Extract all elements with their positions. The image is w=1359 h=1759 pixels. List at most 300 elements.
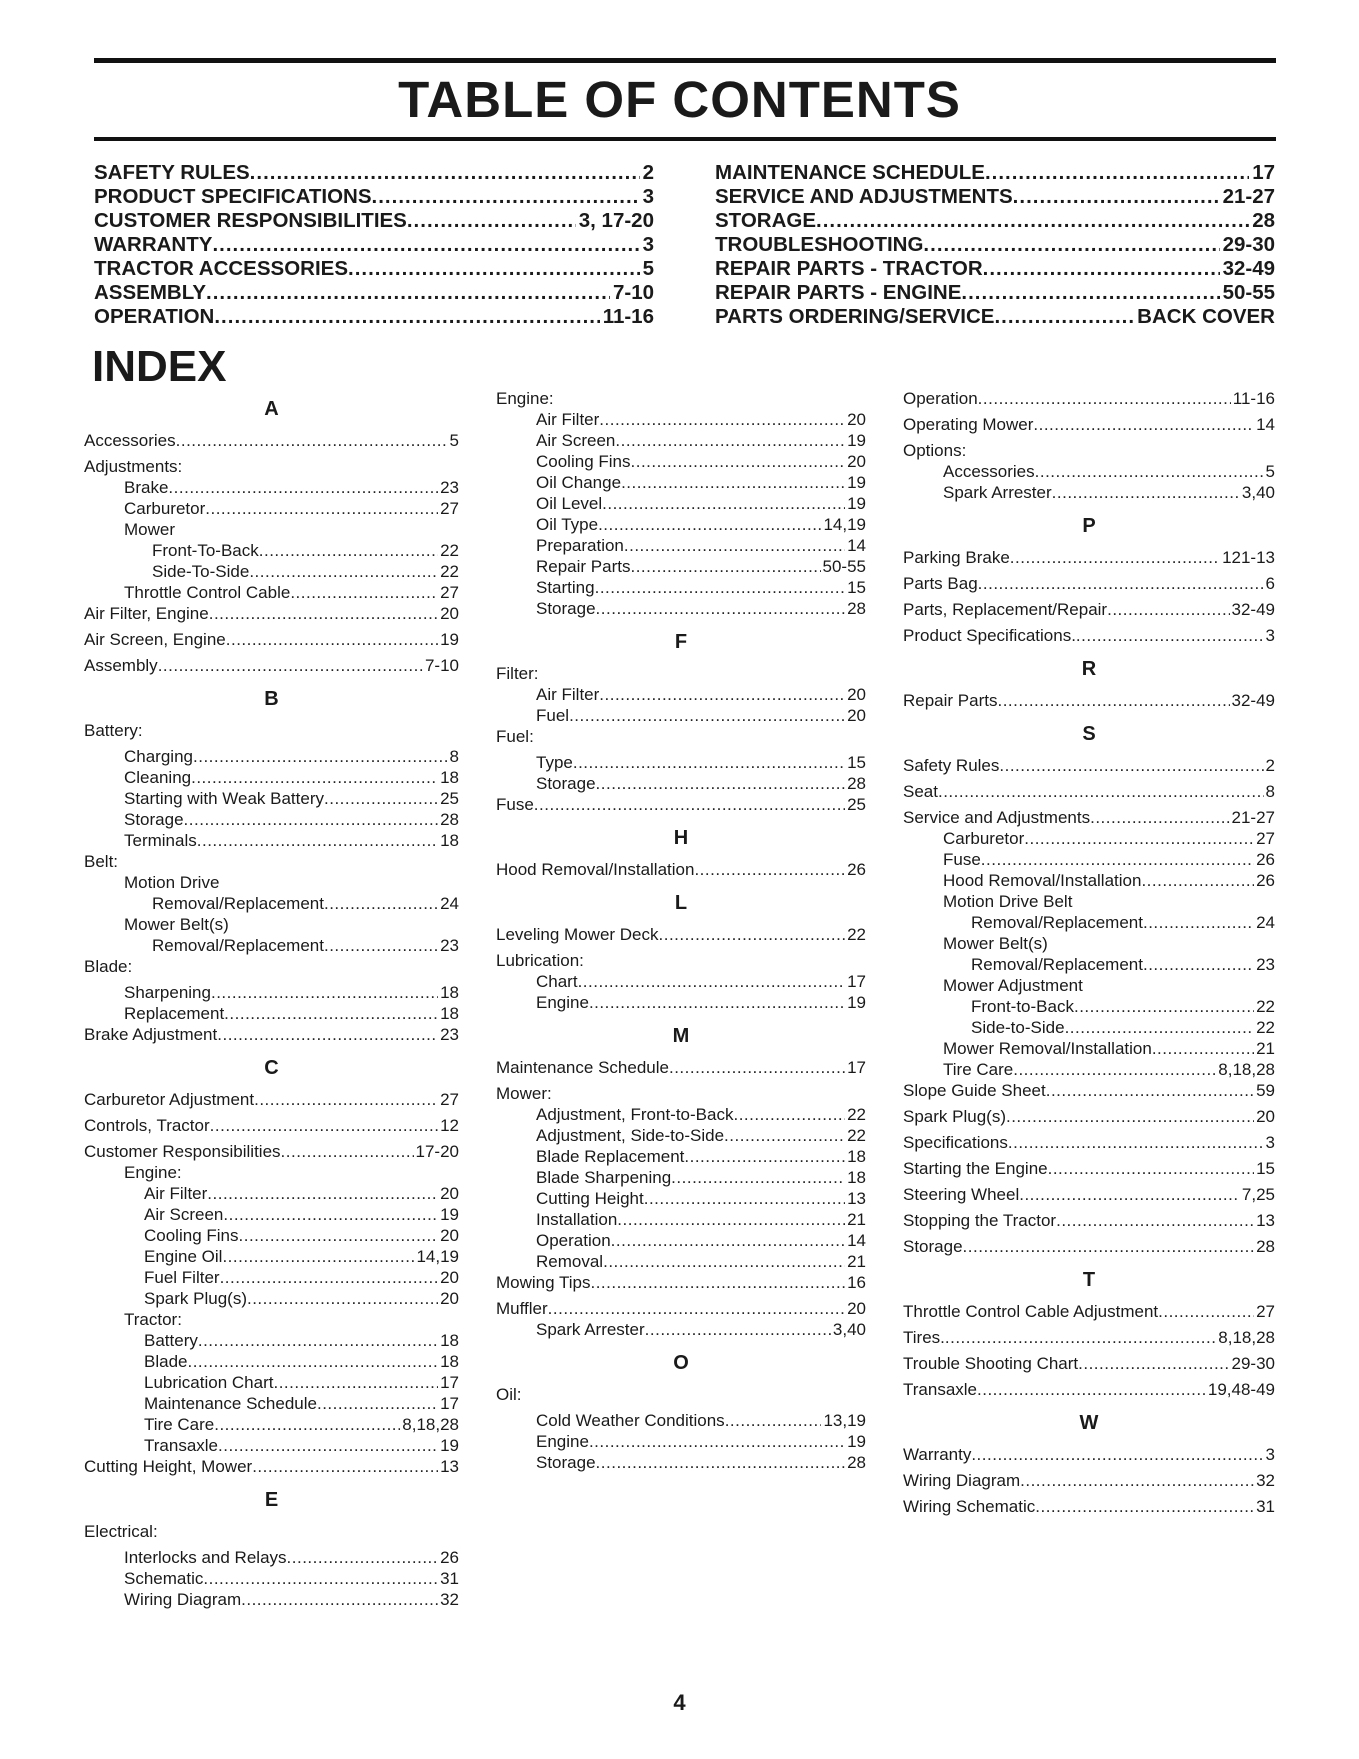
index-heading: Lubrication:: [496, 951, 584, 970]
index-entry-page: 18: [440, 831, 459, 850]
index-entry: [903, 1080, 1275, 1101]
index-entry: [84, 430, 459, 451]
index-entry-page: 8,18,28: [1218, 1060, 1275, 1079]
dot-leader: [611, 1230, 845, 1251]
index-entry: [903, 414, 1275, 435]
dot-leader: [978, 573, 1264, 594]
dot-leader: [596, 598, 846, 619]
toc-entry: [715, 281, 1275, 305]
toc-entry: [94, 209, 654, 233]
index-entry: [903, 1132, 1275, 1153]
dot-leader: [222, 1246, 414, 1267]
index-entry-page: 17: [847, 1058, 866, 1077]
index-entry-label: Spark Plug(s): [903, 1107, 1006, 1126]
dot-leader: [273, 1372, 438, 1393]
index-section-letter: C: [264, 1057, 279, 1079]
toc-entry-page: 11-16: [602, 305, 654, 328]
toc-entry: [94, 281, 654, 305]
index-entry-page: 50-55: [822, 557, 866, 576]
index-entry: [84, 1267, 459, 1288]
index-entry-label: Tires.: [903, 1328, 945, 1347]
index-entry-page: 21: [1256, 1039, 1275, 1058]
index-entry: [903, 1158, 1275, 1179]
index-entry-label: Trouble Shooting Chart: [903, 1354, 1079, 1373]
toc-entry-page: BACK COVER: [1137, 305, 1275, 328]
toc-entry-label: OPERATION: [94, 305, 215, 328]
dot-leader: [176, 430, 448, 451]
dot-leader: [630, 556, 820, 577]
index-entry-label: Sharpening: [124, 983, 211, 1002]
dot-leader: [603, 1251, 845, 1272]
index-entry: [496, 1146, 866, 1167]
index-section-letter: H: [673, 827, 689, 849]
index-entry: [84, 582, 459, 603]
index-heading: Motion Drive Belt: [943, 892, 1073, 911]
dot-leader: [1024, 828, 1254, 849]
index-entry: [84, 1003, 459, 1024]
dot-leader: [694, 859, 845, 880]
dot-leader: [214, 1414, 400, 1435]
dot-leader: [985, 161, 1249, 185]
index-entry-label: Engine: [536, 1432, 589, 1451]
index-heading: Mower Belt(s): [943, 934, 1048, 953]
dot-leader: [1046, 1080, 1254, 1101]
index-entry: [84, 935, 459, 956]
index-entry-page: 14: [1256, 415, 1275, 434]
dot-leader: [239, 1225, 439, 1246]
index-column-1: [84, 396, 459, 1610]
index-entry: [496, 1452, 866, 1473]
index-entry-page: 24: [1256, 913, 1275, 932]
index-column-3: [903, 388, 1275, 1517]
dot-leader: [659, 924, 846, 945]
index-entry: [903, 1327, 1275, 1348]
index-heading: Fuel:: [496, 727, 534, 746]
dot-leader: [994, 305, 1134, 329]
index-entry: [903, 1059, 1275, 1080]
index-entry: [903, 625, 1275, 646]
dot-leader: [407, 209, 576, 233]
index-entry-label: Operation: [536, 1231, 611, 1250]
index-heading: Options:: [903, 441, 967, 460]
index-entry: [496, 430, 866, 451]
index-heading: Filter:: [496, 664, 539, 683]
index-entry-page: 20: [440, 1268, 459, 1287]
index-entry-page: 28: [847, 599, 866, 618]
dot-leader: [1008, 1132, 1264, 1153]
index-entry: [903, 1496, 1275, 1517]
index-entry: [84, 1330, 459, 1351]
index-entry-label: Battery: [144, 1331, 198, 1350]
index-entry-label: Air Filter, Engine: [84, 604, 209, 623]
index-entry-label: Brake Adjustment: [84, 1025, 218, 1044]
index-entry-page: 3: [1265, 626, 1275, 645]
index-entry-page: 2: [1265, 756, 1275, 775]
index-entry-label: Air Filter: [144, 1184, 208, 1203]
index-entry-page: 27: [440, 583, 459, 602]
dot-leader: [589, 992, 845, 1013]
dot-leader: [187, 1351, 438, 1372]
index-entry: [84, 1589, 459, 1610]
index-entry: [903, 1379, 1275, 1400]
index-entry-page: 8: [1265, 782, 1275, 801]
toc-entry-label: TRACTOR ACCESSORIES: [94, 257, 348, 280]
dot-leader: [211, 982, 438, 1003]
dot-leader: [1076, 625, 1264, 646]
dot-leader: [1035, 1496, 1254, 1517]
dot-leader: [644, 1188, 845, 1209]
dot-leader: [1090, 807, 1229, 828]
toc-entry-label: MAINTENANCE SCHEDULE: [715, 161, 985, 184]
index-entry-label: Cold Weather Conditions: [536, 1411, 725, 1430]
index-entry: [84, 830, 459, 851]
dot-leader: [214, 305, 599, 329]
index-entry-page: 26: [847, 860, 866, 879]
index-column-2: [496, 388, 866, 1473]
index-entry: [84, 767, 459, 788]
index-heading: Tractor:: [124, 1310, 182, 1329]
dot-leader: [999, 755, 1263, 776]
index-entry-page: 27: [440, 499, 459, 518]
index-entry-page: 19: [847, 473, 866, 492]
index-entry: [496, 1209, 866, 1230]
index-entry: [496, 514, 866, 535]
dot-leader: [1035, 461, 1264, 482]
index-entry: [903, 1236, 1275, 1257]
index-entry-label: Storage: [536, 1453, 596, 1472]
index-entry-page: 22: [847, 925, 866, 944]
index-entry-page: 19: [847, 494, 866, 513]
dot-leader: [598, 514, 821, 535]
dot-leader: [247, 1288, 438, 1309]
dot-leader: [317, 1393, 438, 1414]
dot-leader: [212, 233, 639, 257]
toc-entry: [94, 257, 654, 281]
index-entry: [496, 859, 866, 880]
index-entry: [903, 1301, 1275, 1322]
index-entry: [84, 1225, 459, 1246]
index-entry: [84, 1547, 459, 1568]
dot-leader: [645, 1319, 831, 1340]
index-entry-page: 17: [847, 972, 866, 991]
dot-leader: [205, 498, 438, 519]
index-entry-label: Air Screen: [536, 431, 616, 450]
index-entry: [903, 547, 1275, 568]
index-entry-label: Cutting Height: [536, 1189, 644, 1208]
index-heading: Belt:: [84, 852, 119, 871]
index-entry-label: Parts, Replacement/Repair: [903, 600, 1108, 619]
toc-entry-page: 3: [642, 185, 654, 208]
index-entry-label: Spark Arrester: [536, 1320, 645, 1339]
index-entry: [496, 773, 866, 794]
index-entry-label: Assembly: [84, 656, 158, 675]
index-entry-label: Mowing Tips: [496, 1273, 591, 1292]
index-entry: [496, 1272, 866, 1293]
index-section-letter: B: [264, 688, 279, 710]
index-entry-page: 8: [449, 747, 459, 766]
dot-leader: [1078, 1353, 1229, 1374]
index-entry-page: 25: [440, 789, 459, 808]
dot-leader: [669, 1057, 845, 1078]
index-entry-label: Removal/Replacement: [971, 913, 1143, 932]
dot-leader: [1107, 599, 1229, 620]
toc-left-column: [94, 161, 654, 329]
index-entry-label: Repair Parts: [536, 557, 631, 576]
dot-leader: [218, 1435, 438, 1456]
index-section-letter: F: [674, 631, 688, 653]
index-entry: [84, 498, 459, 519]
index-entry-label: Seat: [903, 782, 938, 801]
dot-leader: [938, 781, 1264, 802]
index-entry-page: 27: [1256, 1302, 1275, 1321]
index-entry: [903, 781, 1275, 802]
index-entry-page: 21: [847, 1252, 866, 1271]
index-entry-page: 19: [847, 1432, 866, 1451]
dot-leader: [206, 281, 610, 305]
index-section-letter: S: [1082, 723, 1096, 745]
index-entry: [903, 690, 1275, 711]
index-entry-page: 32-49: [1231, 691, 1275, 710]
index-entry: [903, 1184, 1275, 1205]
index-heading: Engine:: [496, 389, 554, 408]
index-entry-page: 19: [440, 1436, 459, 1455]
dot-leader: [977, 1379, 1206, 1400]
index-entry-page: 26: [440, 1548, 459, 1567]
index-entry-page: 121-13: [1222, 548, 1275, 567]
index-entry: [903, 912, 1275, 933]
dot-leader: [599, 684, 845, 705]
dot-leader: [997, 690, 1229, 711]
index-entry: [903, 461, 1275, 482]
dot-leader: [290, 582, 438, 603]
toc-title: TABLE OF CONTENTS: [398, 71, 961, 128]
index-entry-page: 25: [847, 795, 866, 814]
dot-leader: [220, 1267, 439, 1288]
index-heading: Mower:: [496, 1084, 552, 1103]
index-entry-page: 7,25: [1241, 1185, 1275, 1204]
index-entry-page: 26: [1256, 850, 1275, 869]
index-entry: [84, 629, 459, 650]
index-entry-label: Lubrication Chart: [144, 1373, 274, 1392]
toc-entry-page: 29-30: [1222, 233, 1275, 256]
index-entry: [903, 482, 1275, 503]
index-entry: [903, 1210, 1275, 1231]
index-entry-label: Maintenance Schedule: [496, 1058, 669, 1077]
dot-leader: [217, 1024, 438, 1045]
index-entry: [496, 1125, 866, 1146]
dot-leader: [596, 773, 846, 794]
index-heading: Electrical:: [84, 1522, 158, 1541]
index-entry-page: 20: [847, 452, 866, 471]
dot-leader: [599, 409, 845, 430]
index-entry-label: Air Screen, Engine: [84, 630, 226, 649]
index-entry: [496, 1410, 866, 1431]
index-entry: [496, 1104, 866, 1125]
dot-leader: [684, 1146, 845, 1167]
dot-leader: [983, 257, 1220, 281]
index-entry-label: Carburetor: [124, 499, 206, 518]
dot-leader: [1013, 1059, 1216, 1080]
index-entry-label: Spark Arrester: [943, 483, 1052, 502]
index-entry-label: Cooling Fins: [144, 1226, 239, 1245]
dot-leader: [1052, 482, 1240, 503]
index-section-letter: W: [1079, 1412, 1099, 1434]
dot-leader: [372, 185, 640, 209]
dot-leader: [981, 849, 1254, 870]
dot-leader: [621, 472, 845, 493]
index-entry-label: Side-to-Side: [971, 1018, 1065, 1037]
index-entry-label: Charging: [124, 747, 193, 766]
index-entry-label: Air Filter: [536, 685, 600, 704]
index-entry-label: Fuel Filter: [144, 1268, 220, 1287]
dot-leader: [590, 1272, 845, 1293]
dot-leader: [548, 1298, 845, 1319]
index-entry-label: Removal/Replacement: [152, 894, 324, 913]
index-heading: Mower Adjustment: [943, 976, 1083, 995]
index-entry: [84, 1246, 459, 1267]
index-entry-label: Air Screen: [144, 1205, 224, 1224]
index-entry: [84, 1372, 459, 1393]
index-entry: [903, 573, 1275, 594]
dot-leader: [203, 1568, 438, 1589]
dot-leader: [1056, 1210, 1254, 1231]
dot-leader: [226, 629, 438, 650]
dot-leader: [615, 430, 845, 451]
index-entry-page: 17-20: [415, 1142, 459, 1161]
index-entry-page: 7-10: [424, 656, 459, 675]
index-entry-page: 14: [847, 536, 866, 555]
index-entry-page: 17: [440, 1373, 459, 1392]
index-entry-label: Parking Brake: [903, 548, 1010, 567]
index-entry-label: Replacement: [124, 1004, 225, 1023]
title-rule: [94, 137, 1276, 141]
index-entry-label: Removal/Replacement: [152, 936, 324, 955]
index-entry-page: 27: [440, 1090, 459, 1109]
index-entry-label: Terminals: [124, 831, 197, 850]
index-entry: [84, 1204, 459, 1225]
dot-leader: [209, 603, 438, 624]
index-entry: [84, 1024, 459, 1045]
index-entry-label: Service and Adjustments: [903, 808, 1091, 827]
dot-leader: [961, 281, 1219, 305]
index-entry-page: 29-30: [1231, 1354, 1275, 1373]
index-entry-page: 19: [440, 1205, 459, 1224]
index-entry: [496, 1230, 866, 1251]
index-entry: [496, 1251, 866, 1272]
dot-leader: [725, 1410, 822, 1431]
dot-leader: [259, 540, 438, 561]
index-entry-label: Tire Care: [144, 1415, 215, 1434]
index-entry: [903, 807, 1275, 828]
index-entry-page: 14: [847, 1231, 866, 1250]
index-entry-label: Accessories: [84, 431, 176, 450]
dot-leader: [250, 161, 640, 185]
index-entry: [903, 1038, 1275, 1059]
index-entry-label: Operating Mower: [903, 415, 1034, 434]
index-entry-label: Blade Sharpening: [536, 1168, 672, 1187]
toc-entry: [94, 185, 654, 209]
toc-entry-page: 17: [1252, 161, 1275, 184]
index-entry-label: Throttle Control Cable Adjustment: [903, 1302, 1159, 1321]
index-entry: [496, 1167, 866, 1188]
toc-entry-page: 28: [1252, 209, 1275, 232]
index-entry: [903, 1353, 1275, 1374]
index-entry: [496, 1057, 866, 1078]
index-entry: [496, 1298, 866, 1319]
index-entry-label: Fuse: [496, 795, 534, 814]
index-entry-page: 20: [847, 685, 866, 704]
index-entry: [496, 1188, 866, 1209]
index-entry-page: 3: [1265, 1133, 1275, 1152]
index-section-letter: E: [264, 1489, 279, 1511]
index-section-letter: L: [674, 892, 688, 914]
index-entry-label: Blade: [144, 1352, 188, 1371]
index-entry-page: 13,19: [823, 1411, 866, 1430]
index-title: INDEX: [92, 342, 227, 391]
dot-leader: [287, 1547, 439, 1568]
dot-leader: [589, 1431, 845, 1452]
dot-leader: [1006, 1106, 1254, 1127]
index-entry-label: Operation: [903, 389, 978, 408]
index-entry-page: 32: [440, 1590, 459, 1609]
dot-leader: [158, 655, 423, 676]
index-entry: [84, 788, 459, 809]
toc-entry-label: SAFETY RULES: [94, 161, 250, 184]
index-entry-page: 11-16: [1232, 389, 1275, 408]
index-entry: [903, 388, 1275, 409]
index-entry-label: Starting with Weak Battery: [124, 789, 324, 808]
index-entry-label: Wiring Schematic: [903, 1497, 1036, 1516]
dot-leader: [1141, 870, 1254, 891]
dot-leader: [971, 1444, 1263, 1465]
index-entry-page: 22: [440, 562, 459, 581]
index-entry-page: 18: [847, 1168, 866, 1187]
dot-leader: [224, 1003, 438, 1024]
index-entry: [84, 477, 459, 498]
dot-leader: [733, 1104, 845, 1125]
toc-entry-label: REPAIR PARTS - ENGINE: [715, 281, 962, 304]
index-entry-page: 28: [440, 810, 459, 829]
dot-leader: [207, 1183, 438, 1204]
index-entry-label: Oil Change: [536, 473, 622, 492]
index-entry-label: Cutting Height, Mower: [84, 1457, 253, 1476]
index-entry: [496, 1431, 866, 1452]
dot-leader: [578, 971, 846, 992]
dot-leader: [1074, 996, 1254, 1017]
index-entry-label: Storage: [903, 1237, 963, 1256]
dot-leader: [624, 535, 845, 556]
toc-entry-label: PARTS ORDERING/SERVICE: [715, 305, 995, 328]
index-entry-page: 19,48-49: [1207, 1380, 1275, 1399]
index-heading: Blade:: [84, 957, 133, 976]
index-entry-label: Installation: [536, 1210, 618, 1229]
index-section-letter: O: [673, 1352, 689, 1374]
index-entry: [903, 870, 1275, 891]
index-entry-label: Tire Care: [943, 1060, 1014, 1079]
index-entry-page: 19: [847, 431, 866, 450]
dot-leader: [1143, 954, 1254, 975]
index-entry-label: Oil Type: [536, 515, 599, 534]
index-entry-page: 8,18,28: [402, 1415, 459, 1434]
index-entry: [903, 755, 1275, 776]
index-heading: Adjustments:: [84, 457, 183, 476]
index-entry-page: 27: [1256, 829, 1275, 848]
index-entry: [903, 828, 1275, 849]
toc-entry-page: 21-27: [1222, 185, 1275, 208]
index-entry-label: Starting: [536, 578, 595, 597]
dot-leader: [1033, 414, 1254, 435]
dot-leader: [348, 257, 640, 281]
